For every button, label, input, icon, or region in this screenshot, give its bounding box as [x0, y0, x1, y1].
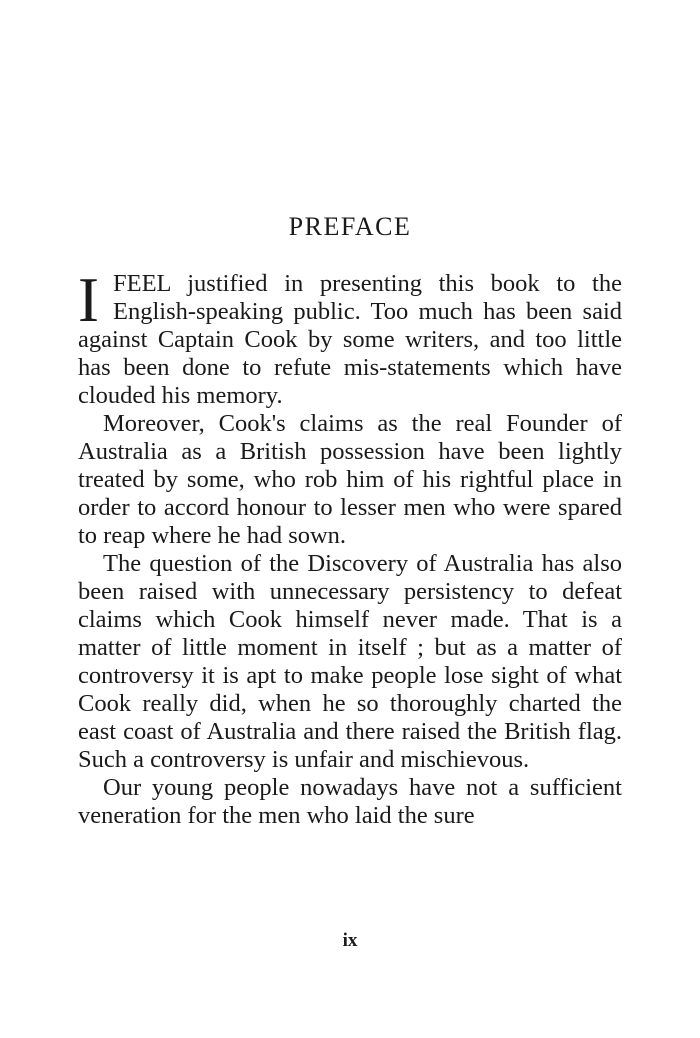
- page-title: PREFACE: [288, 212, 412, 241]
- page-number: ix: [342, 930, 358, 951]
- paragraph-3: The question of the Discovery of Australia has also been raised with unnecessary persistency to defeat claims which Cook himself never made. That is a matter of little moment in itself ; but as a matter of controversy it is apt to make people lose sight of what Cook really did, when he so thoroughly charted the east coast of Australia and there raised the British flag. Such a controversy is unfair and mischievous.: [78, 550, 622, 773]
- preface-body: [78, 265, 622, 830]
- paragraph-1: [78, 265, 622, 410]
- paragraph-2: Moreover, Cook's claims as the real Founder of Australia as a British possession have been lightly treated by some, who rob him of his rightful place in order to accord honour to lesser men who were spared to reap where he had sown.: [78, 410, 622, 549]
- paragraph-1-text: FEEL justified in presenting this book to the English-speaking public. Too much has been said against Captain Cook by some writers, and too little has been done to refute mis-statements which have clouded his memory.: [78, 270, 622, 409]
- paragraph-4: Our young people nowadays have not a sufficient veneration for the men who laid the sure: [78, 774, 622, 829]
- drop-cap: I: [78, 265, 99, 335]
